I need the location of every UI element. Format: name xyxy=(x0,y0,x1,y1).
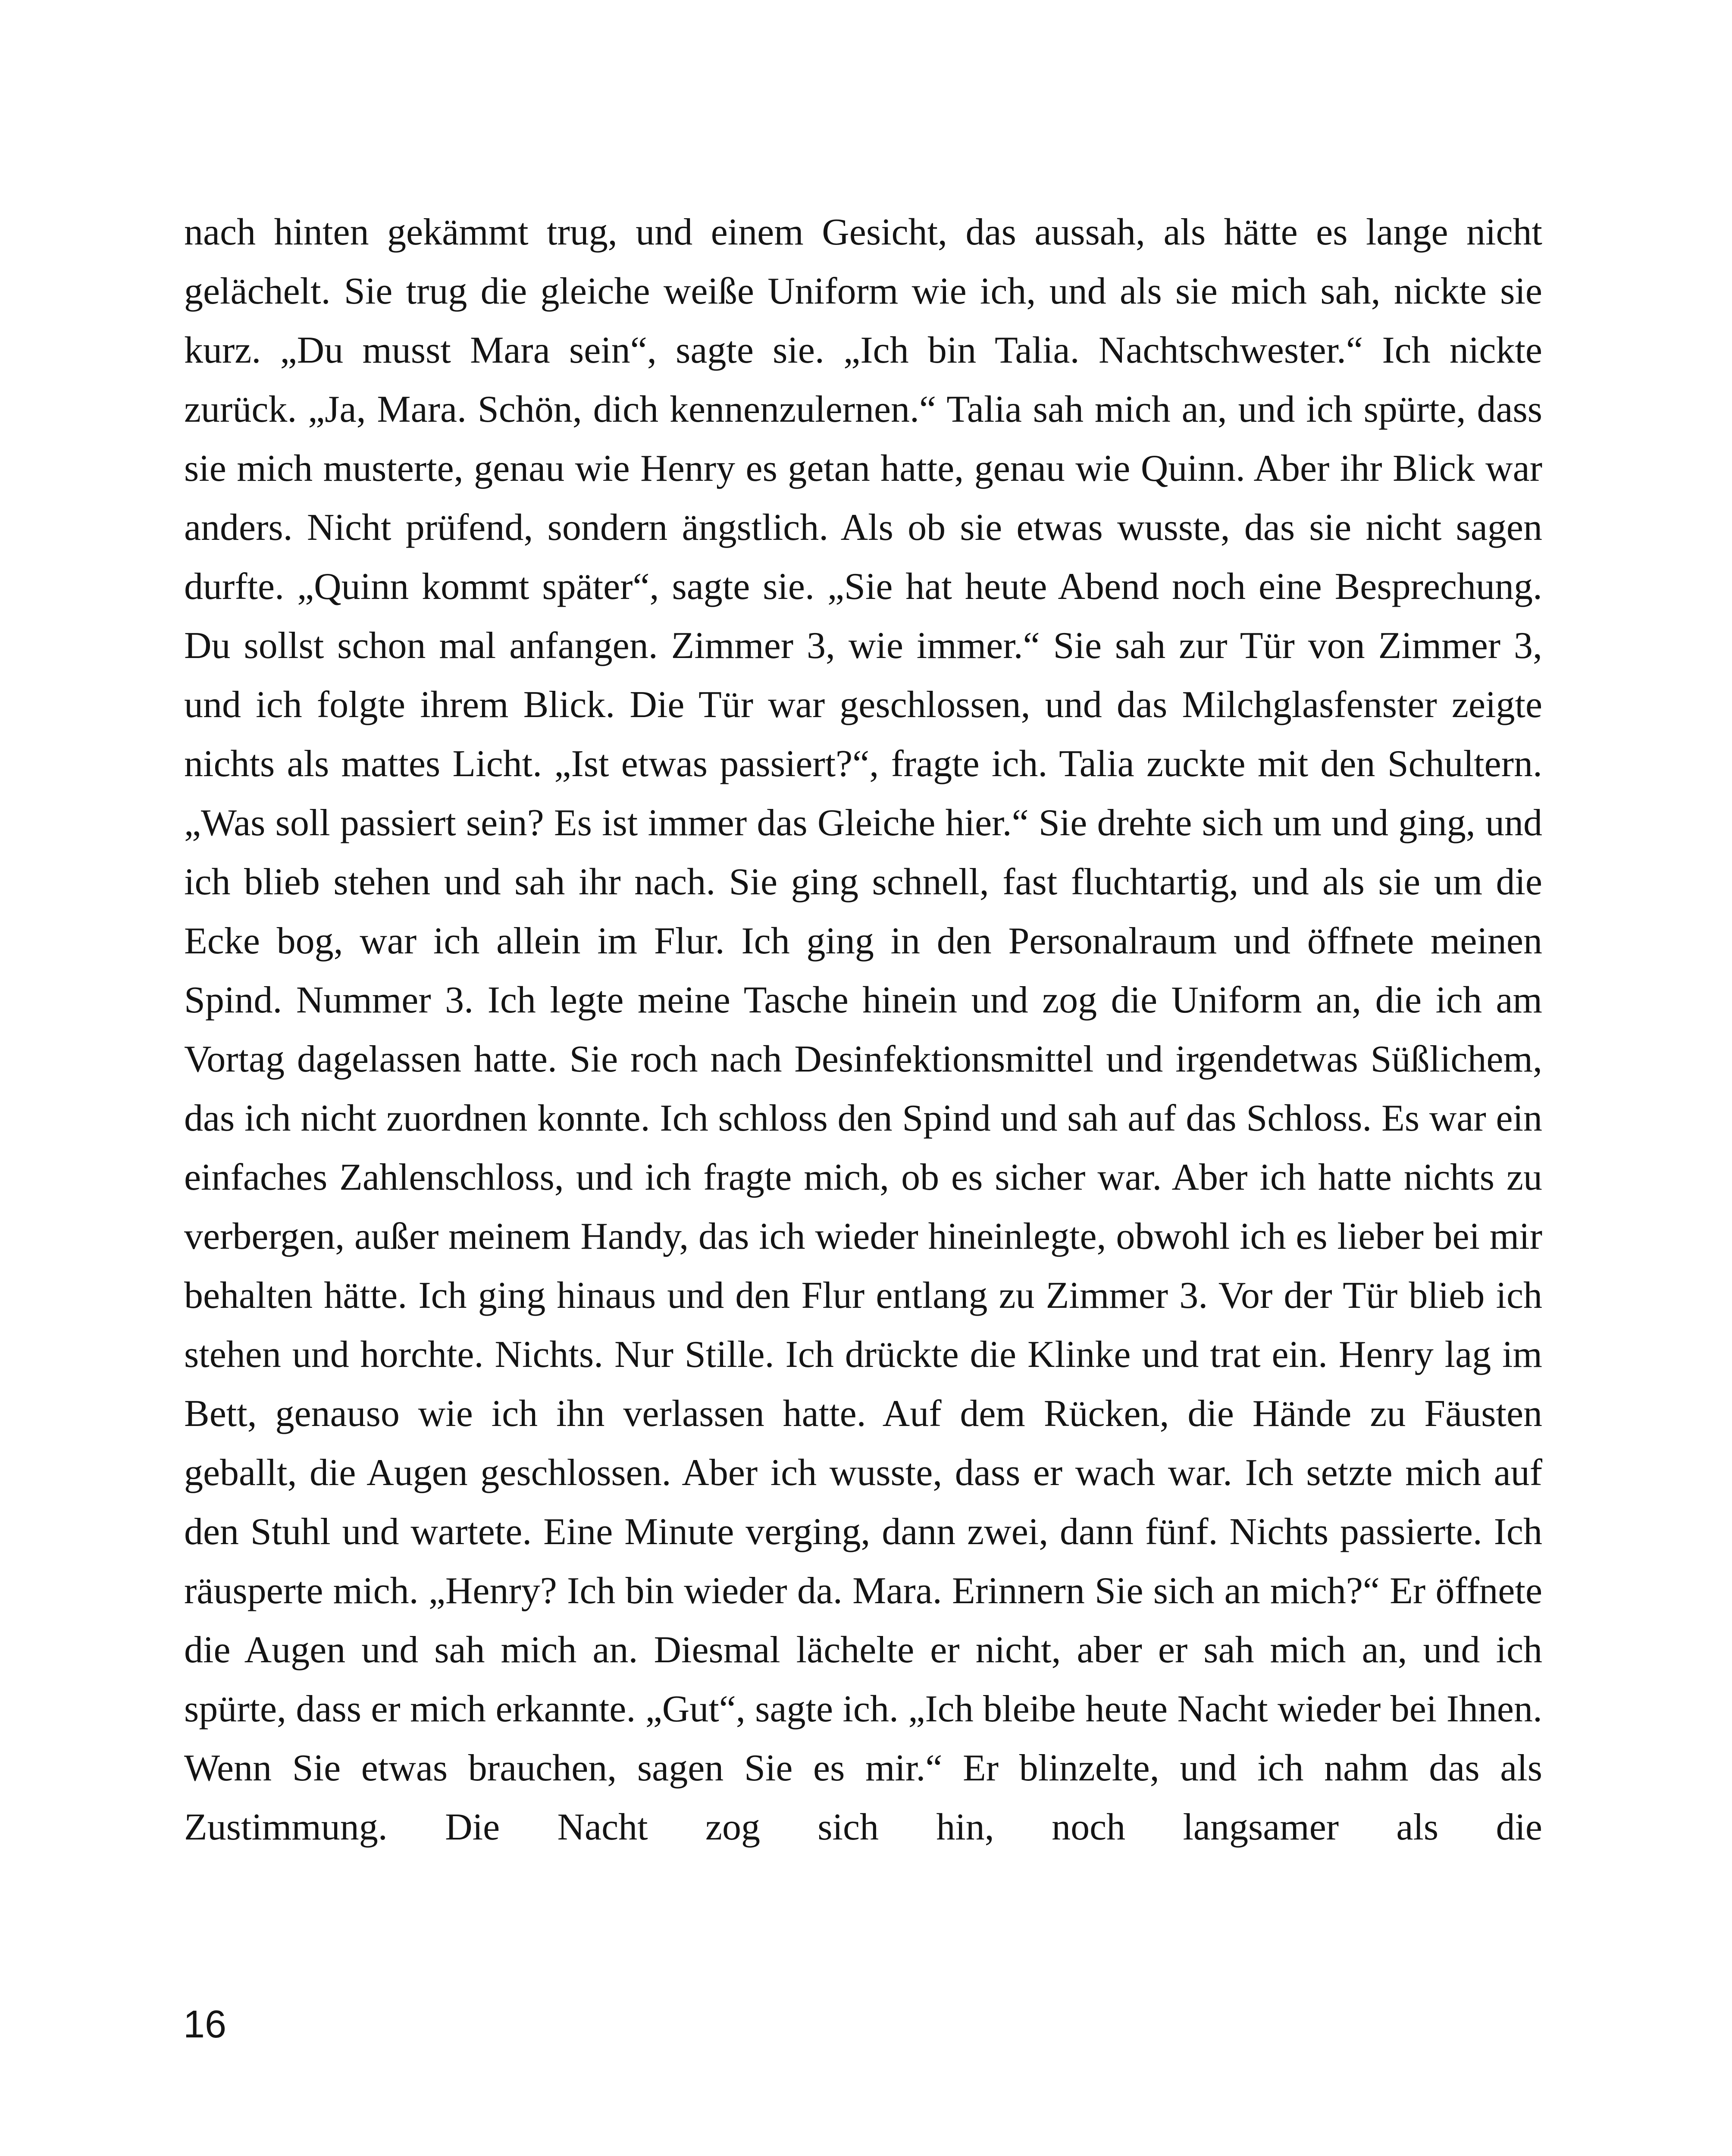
body-paragraph: nach hinten gekämmt trug, und einem Gesicht, das aussah, als hätte es lange nicht gelächelt. Sie trug die gleiche weiße Uniform wie ich, und als sie mich sah, nickte sie kurz. „Du musst Mara sein“, sagte sie. „Ich bin Talia. Nachtschwester.“ Ich nickte zurück. „Ja, Mara. Schön, dich kennenzulernen.“ Talia sah mich an, und ich spürte, dass sie mich musterte, genau wie Henry es getan hatte, genau wie Quinn. Aber ihr Blick war anders. Nicht prüfend, sondern ängstlich. Als ob sie etwas wusste, das sie nicht sagen durfte. „Quinn kommt später“, sagte sie. „Sie hat heute Abend noch eine Besprechung. Du sollst schon mal anfangen. Zimmer 3, wie immer.“ Sie sah zur Tür von Zimmer 3, und ich folgte ihrem Blick. Die Tür war geschlossen, und das Milchglasfenster zeigte nichts als mattes Licht. „Ist etwas passiert?“, fragte ich. Talia zuckte mit den Schultern. „Was soll passiert sein? Es ist immer das Gleiche hier.“ Sie drehte sich um und ging, und ich blieb stehen und sah ihr nach. Sie ging schnell, fast fluchtartig, und als sie um die Ecke bog, war ich allein im Flur. Ich ging in den Personalraum und öffnete meinen Spind. Nummer 3. Ich legte meine Tasche hinein und zog die Uniform an, die ich am Vortag dagelassen hatte. Sie roch nach Desinfektionsmittel und irgendetwas Süßlichem, das ich nicht zuordnen konnte. Ich schloss den Spind und sah auf das Schloss. Es war ein einfaches Zahlenschloss, und ich fragte mich, ob es sicher war. Aber ich hatte nichts zu verbergen, außer meinem Handy, das ich wieder hineinlegte, obwohl ich es lieber bei mir behalten hätte. Ich ging hinaus und den Flur entlang zu Zimmer 3. Vor der Tür blieb ich stehen und horchte. Nichts. Nur Stille. Ich drückte die Klinke und trat ein. Henry lag im Bett, genauso wie ich ihn verlassen hatte. Auf dem Rücken, die Hände zu Fäusten geballt, die Augen geschlossen. Aber ich wusste, dass er wach war. Ich setzte mich auf den Stuhl und wartete. Eine Minute verging, dann zwei, dann fünf. Nichts passierte. Ich räusperte mich. „Henry? Ich bin wieder da. Mara. Erinnern Sie sich an mich?“ Er öffnete die Augen und sah mich an. Diesmal lächelte er nicht, aber er sah mich an, und ich spürte, dass er mich erkannte. „Gut“, sagte ich. „Ich bleibe heute Nacht wieder bei Ihnen. Wenn Sie etwas brauchen, sagen Sie es mir.“ Er blinzelte, und ich nahm das als Zustimmung. Die Nacht zog sich hin, noch langsamer als die xyxy=(184,211,1542,1848)
page-number: 16 xyxy=(183,2003,227,2046)
